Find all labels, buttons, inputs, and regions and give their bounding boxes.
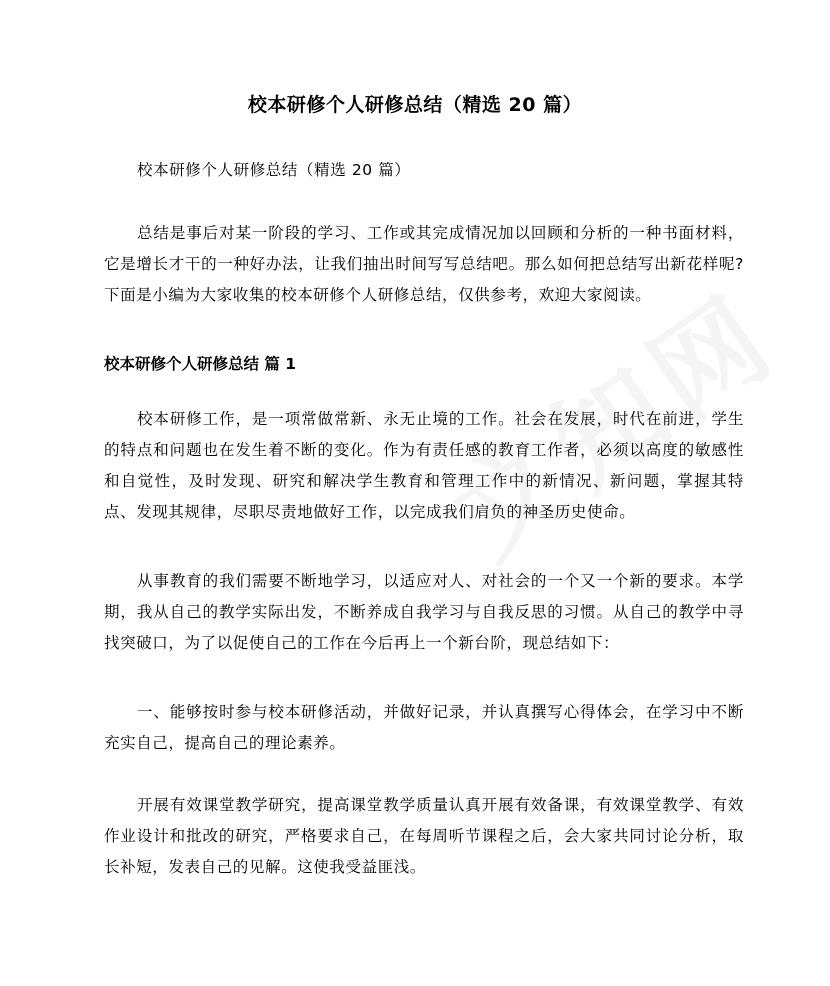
body-paragraph: 从事教育的我们需要不断地学习，以适应对人、对社会的一个又一个新的要求。本学期，我从自己的教学实际出发，不断养成自我学习与自我反思的习惯。从自己的教学中寻找突破口，为了以促使自己的工作在今后再上一个新台阶，现总结如下： [104, 572, 744, 652]
body-paragraph: 开展有效课堂教学研究，提高课堂教学质量认真开展有效备课，有效课堂教学、有效作业设计和批改的研究，严格要求自己，在每周听节课程之后，会大家共同讨论分析，取长补短，发表自己的见解。这使我受益匪浅。 [104, 796, 744, 876]
document-title: 校本研修个人研修总结（精选 20 篇） [247, 94, 583, 116]
document-subtitle: 校本研修个人研修总结（精选 20 篇） [137, 161, 411, 179]
body-paragraph: 校本研修工作，是一项常做常新、永无止境的工作。社会在发展，时代在前进，学生的特点和问题也在发生着不断的变化。作为有责任感的教育工作者，必须以高度的敏感性和自觉性，及时发现、研究和解决学生教育和管理工作中的新情况、新问题，掌握其特点、发现其规律，尽职尽责地做好工作，以完成我们肩负的神圣历史使命。 [104, 410, 744, 521]
section-heading: 校本研修个人研修总结 篇 1 [104, 355, 297, 373]
intro-paragraph: 总结是事后对某一阶段的学习、工作或其完成情况加以回顾和分析的一种书面材料，它是增长才干的一种好办法，让我们抽出时间写写总结吧。那么如何把总结写出新花样呢?下面是小编为大家收集的校本研修个人研修总结，仅供参考，欢迎大家阅读。 [104, 224, 744, 304]
body-paragraph: 一、能够按时参与校本研修活动，并做好记录，并认真撰写心得体会，在学习中不断充实自己，提高自己的理论素养。 [104, 703, 744, 752]
